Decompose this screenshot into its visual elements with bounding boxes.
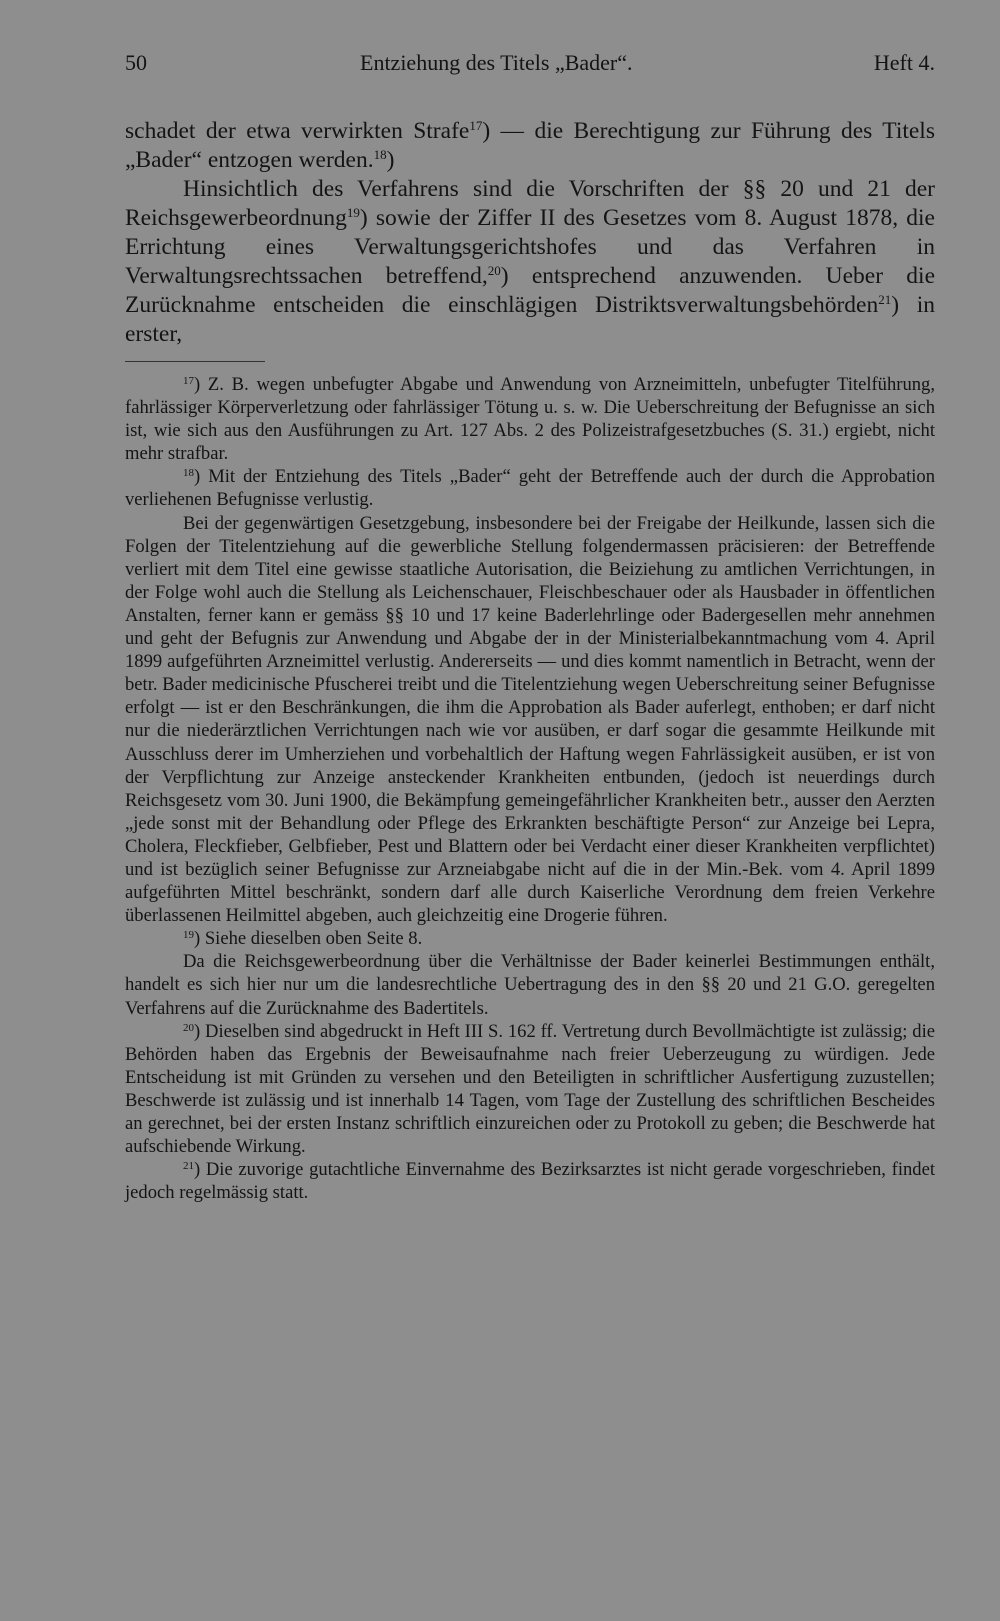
text-run: ) sowie der Ziffer II des Gesetzes vom 8. August 1878, die Errichtung eines Verwaltungsgerichtshofes und das Verfahren in Verwaltungsrechtssachen betreffend, [125,205,935,289]
text-run: schadet der etwa verwirkten Strafe [125,118,470,144]
footnote-21 [125,1158,935,1204]
footnote-ref-17: 17 [469,118,483,133]
footnote-text: ) Die zuvorige gutachtliche Einvernahme des Bezirksarztes ist nicht gerade vorgeschrieben, findet jedoch regelmässig statt. [125,1159,935,1204]
text-run: ) [386,147,395,173]
running-title: Entziehung des Titels „Bader“. [360,50,633,75]
issue-label: Heft 4. [873,50,935,75]
footnote-ref-20: 20 [487,263,501,278]
footnote-text: ) Siehe dieselben oben Seite 8. [194,928,423,950]
footnote-17 [125,373,935,465]
footnote-mark-21: 21 [183,1160,194,1173]
footnote-19-continuation: Da die Reichsgewerbeordnung über die Verhältnisse der Bader keinerlei Bestimmungen enthält, handelt es sich hier nur um die landesrechtliche Uebertragung des in den §§ 20 und 21 G.O. geregelten Verfahrens auf die Zurücknahme des Badertitels. [125,951,935,1019]
footnote-19 [125,927,935,950]
footnotes [125,373,935,1204]
main-paragraph-1 [125,117,935,175]
footnote-ref-19: 19 [346,205,360,220]
footnote-separator [125,361,265,362]
footnote-18-continuation: Bei der gegenwärtigen Gesetzgebung, insbesondere bei der Freigabe der Heilkunde, lassen sich die Folgen der Titelentziehung auf die gewerbliche Stellung folgendermassen präcisieren: der Betreffende verliert mit dem Titel eine gewisse staatliche Autorisation, die Beiziehung zu amtlichen Verrichtungen, in der Folge wohl auch die Stellung als Leichenschauer, Fleischbeschauer oder als Hausbader in öffentlichen Anstalten, ferner kann er gemäss §§ 10 und 17 keine Baderlehrlinge oder Badergesellen mehr annehmen und geht der Befugnis zur Anwendung und Abgabe der in der Ministerialbekanntmachung vom 4. April 1899 aufgeführten Arzneimittel verlustig. Andererseits — und dies kommt namentlich in Betracht, wenn der betr. Bader medicinische Pfuscherei treibt und die Titelentziehung wegen Ueberschreitung seiner Befugnisse erfolgt — ist er den Beschränkungen, die ihm die Approbation als Bader auferlegt, enthoben; er darf nicht nur die niederärztlichen Verrichtungen nach wie vor ausüben, er darf sogar die gesammte Heilkunde mit Ausschluss derer im Umherziehen und vorbehaltlich der Haftung wegen Fahrlässigkeit ausüben, er ist von der Verpflichtung zur Anzeige ansteckender Krankheiten entbunden, (jedoch ist neuerdings durch Reichsgesetz vom 30. Juni 1900, die Bekämpfung gemeingefährlicher Krankheiten betr., ausser den Aerzten „jede sonst mit der Behandlung oder Pflege des Erkrankten beschäftigte Person“ zur Anzeige bei Lepra, Cholera, Fleckfieber, Gelbfieber, Pest und Blattern oder bei Verdacht einer dieser Krankheiten verpflichtet) und ist bezüglich seiner Befugnisse zur Arzneiabgabe nicht auf die in der Min.-Bek. vom 4. April 1899 aufgeführten Mittel beschränkt, sondern darf alle durch Kaiserliche Verordnung dem freien Verkehre überlassenen Heilmittel abgeben, auch gleichzeitig eine Drogerie führen. [125,512,935,927]
text-run: ) entsprechend anzuwenden. Ueber die Zurücknahme entscheiden die einschlägigen Distriktsverwaltungsbehörden [125,263,936,318]
text-run: ) in erster, [125,292,935,347]
footnote-text: ) Dieselben sind abgedruckt in Heft III S. 162 ff. Vertretung durch Bevollmächtigte ist zulässig; die Behörden haben das Ergebnis der Beweisaufnahme nach freier Ueberzeugung zu würdigen. Jede Entscheidung ist mit Gründen zu versehen und den Beteiligten in schriftlicher Ausfertigung zuzustellen; Beschwerde ist zulässig und ist innerhalb 14 Tagen, vom Tage der Zustellung des schriftlichen Bescheides an gerechnet, bei der ersten Instanz schriftlich einzureichen oder zu Protokoll zu geben; die Beschwerde hat aufschiebende Wirkung. [125,1020,935,1158]
text-run: ) — die Berechtigung zur Führung des Titels „Bader“ entzogen werden. [125,118,935,173]
footnote-ref-18: 18 [373,147,387,162]
main-paragraph-2 [125,175,935,349]
footnote-mark-20: 20 [183,1021,194,1034]
footnote-mark-18: 18 [183,467,194,480]
text-run: Hinsichtlich des Verfahrens sind die Vorschriften der §§ 20 und 21 der Reichsgewerbeordnung [125,176,935,231]
footnote-text: ) Z. B. wegen unbefugter Abgabe und Anwendung von Arzneimitteln, unbefugter Titelführung, fahrlässiger Körperverletzung oder fahrlässiger Tötung u. s. w. Die Ueberschreitung der Befugnisse an sich ist, wie sich aus den Ausführungen zu Art. 127 Abs. 2 des Polizeistrafgesetzbuches (S. 31.) ergiebt, nicht mehr strafbar. [125,374,935,465]
footnote-20 [125,1020,935,1159]
running-header [125,50,935,80]
main-text [125,117,935,349]
footnote-18 [125,465,935,511]
footnote-mark-17: 17 [183,375,194,387]
footnote-ref-21: 21 [878,292,892,307]
page-number: 50 [125,50,147,75]
footnote-text: ) Mit der Entziehung des Titels „Bader“ geht der Betreffende auch der durch die Approbation verliehenen Befugnisse verlustig. [125,466,935,511]
footnote-mark-19: 19 [183,929,194,942]
